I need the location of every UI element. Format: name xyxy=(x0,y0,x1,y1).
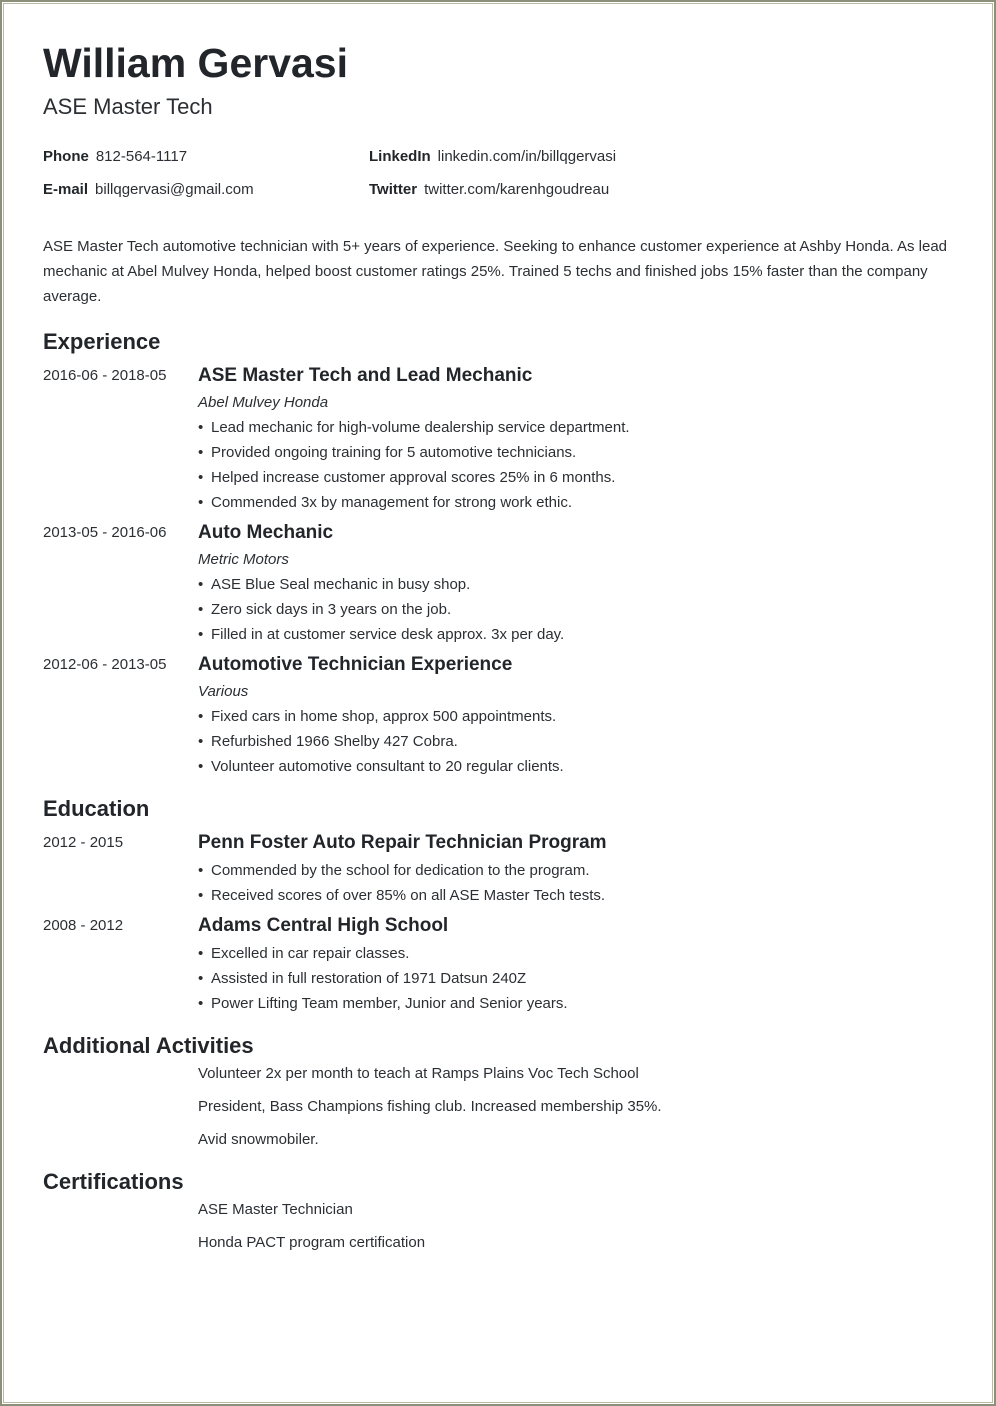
bullet-item: • Volunteer automotive consultant to 20 regular clients. xyxy=(198,758,953,776)
bullet-item: • Helped increase customer approval scores 25% in 6 months. xyxy=(198,469,953,487)
twitter-label: Twitter xyxy=(369,181,418,198)
bullet-item: • Fixed cars in home shop, approx 500 appointments. xyxy=(198,708,953,726)
school-dates: 2012 - 2015 xyxy=(43,834,124,851)
phone-label: Phone xyxy=(43,148,89,165)
contact-twitter xyxy=(369,181,609,199)
activity-item: Avid snowmobiler. xyxy=(198,1131,319,1148)
linkedin-value: linkedin.com/in/billqgervasi xyxy=(437,148,617,165)
email-value: billqgervasi@gmail.com xyxy=(95,181,254,198)
experience-entry xyxy=(43,365,953,512)
candidate-name: William Gervasi xyxy=(43,40,348,86)
job-role: Auto Mechanic xyxy=(198,522,334,543)
contact-phone xyxy=(43,148,187,166)
bullet-item: • Provided ongoing training for 5 automotive technicians. xyxy=(198,444,953,462)
bullet-item: • Commended by the school for dedication to the program. xyxy=(198,862,953,880)
activity-item: President, Bass Champions fishing club. Increased membership 35%. xyxy=(198,1098,662,1115)
job-company: Metric Motors xyxy=(198,551,289,568)
twitter-value: twitter.com/karenhgoudreau xyxy=(424,181,610,198)
education-heading: Education xyxy=(43,796,150,821)
contact-linkedin xyxy=(369,148,616,166)
experience-entry xyxy=(43,522,953,644)
school-dates: 2008 - 2012 xyxy=(43,917,124,934)
job-dates: 2012-06 - 2013-05 xyxy=(43,656,167,673)
job-dates: 2013-05 - 2016-06 xyxy=(43,524,167,541)
bullet-item: • Refurbished 1966 Shelby 427 Cobra. xyxy=(198,733,953,751)
bullet-item: • Received scores of over 85% on all ASE Master Tech tests. xyxy=(198,887,953,905)
bullet-item: • Commended 3x by management for strong work ethic. xyxy=(198,494,953,512)
school-bullets xyxy=(198,862,953,905)
contact-email xyxy=(43,181,254,199)
certifications-list xyxy=(43,1201,953,1252)
job-title: ASE Master Tech xyxy=(43,94,213,119)
education-section xyxy=(43,832,953,1013)
certification-item: ASE Master Technician xyxy=(198,1201,353,1218)
job-bullets xyxy=(198,419,953,512)
phone-value: 812-564-1117 xyxy=(95,148,188,165)
job-role: ASE Master Tech and Lead Mechanic xyxy=(198,365,533,386)
certifications-heading: Certifications xyxy=(43,1169,184,1194)
experience-heading: Experience xyxy=(43,329,161,354)
job-bullets xyxy=(198,576,953,644)
bullet-item: • Power Lifting Team member, Junior and Senior years. xyxy=(198,995,953,1013)
bullet-item: • Zero sick days in 3 years on the job. xyxy=(198,601,953,619)
bullet-item: • Excelled in car repair classes. xyxy=(198,945,953,963)
contact-info xyxy=(43,142,953,202)
job-dates: 2016-06 - 2018-05 xyxy=(43,367,167,384)
bullet-item: • ASE Blue Seal mechanic in busy shop. xyxy=(198,576,953,594)
bullet-item: • Assisted in full restoration of 1971 Datsun 240Z xyxy=(198,970,953,988)
activities-heading: Additional Activities xyxy=(43,1033,254,1058)
activity-item: Volunteer 2x per month to teach at Ramps Plains Voc Tech School xyxy=(198,1065,639,1082)
job-company: Various xyxy=(198,683,249,700)
job-bullets xyxy=(198,708,953,776)
certification-item: Honda PACT program certification xyxy=(198,1234,426,1251)
education-entry xyxy=(43,832,953,905)
bullet-item: • Lead mechanic for high-volume dealership service department. xyxy=(198,419,953,437)
resume-page xyxy=(43,40,953,1252)
linkedin-label: LinkedIn xyxy=(369,148,431,165)
professional-summary: ASE Master Tech automotive technician with 5+ years of experience. Seeking to enhance customer experience at Ashby Honda. As lead mechanic at Abel Mulvey Honda, helped boost customer ratings 25%. Trained 5 techs and finished jobs 15% faster than the company average. xyxy=(43,238,947,305)
activities-list xyxy=(43,1065,953,1149)
experience-section xyxy=(43,365,953,776)
school-name: Penn Foster Auto Repair Technician Program xyxy=(198,832,607,853)
job-role: Automotive Technician Experience xyxy=(198,654,513,675)
bullet-item: • Filled in at customer service desk approx. 3x per day. xyxy=(198,626,953,644)
experience-entry xyxy=(43,654,953,776)
job-company: Abel Mulvey Honda xyxy=(198,394,329,411)
email-label: E-mail xyxy=(43,181,89,198)
school-name: Adams Central High School xyxy=(198,915,449,936)
school-bullets xyxy=(198,945,953,1013)
education-entry xyxy=(43,915,953,1013)
